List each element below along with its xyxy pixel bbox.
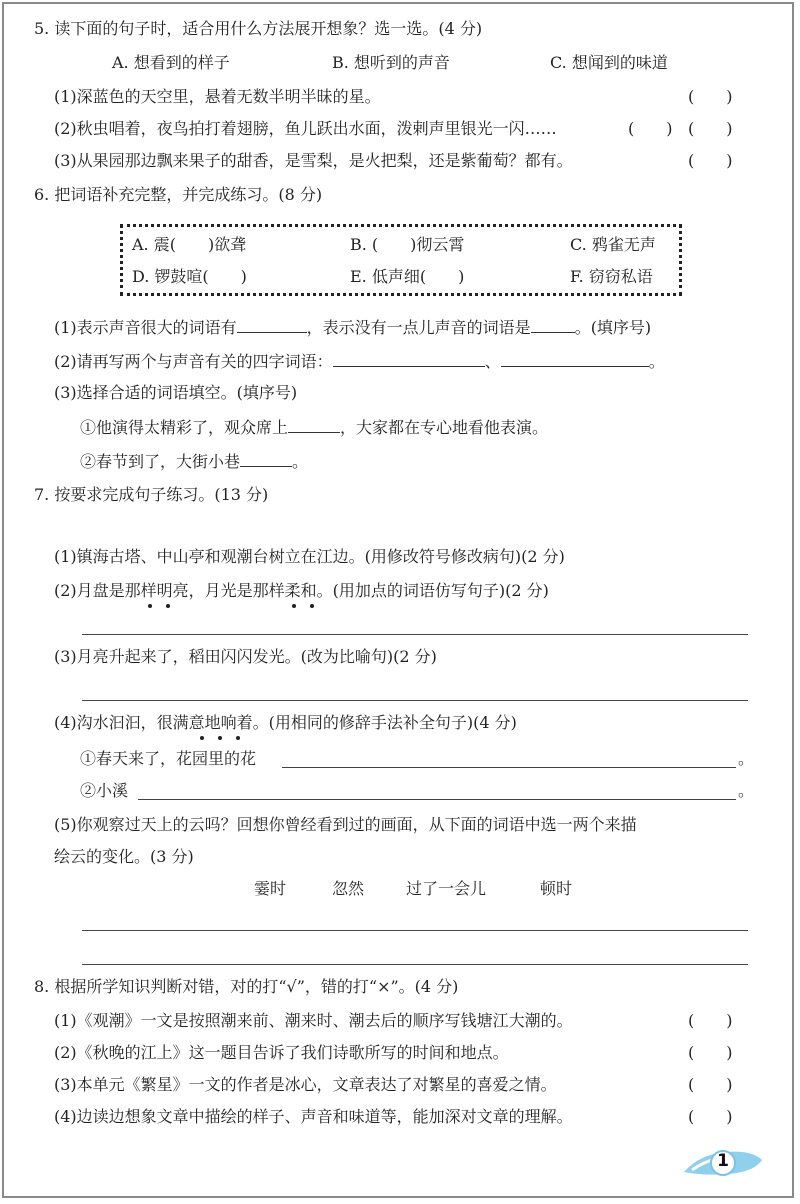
- q7-sentence-5-line2: 绘云的变化。(3 分): [54, 847, 194, 866]
- q8-item-3: (3)本单元《繁星》一文的作者是冰心，文章表达了对繁星的喜爱之情。: [54, 1075, 557, 1094]
- word-e: E. 低声细( ): [350, 267, 465, 286]
- q5-item-2: (2)秋虫唱着，夜鸟拍打着翅膀，鱼儿跃出水面，泼剌声里银光一闪……: [54, 119, 557, 138]
- fill-blank[interactable]: [240, 450, 292, 467]
- q6-sub-1: (1)表示声音很大的词语有 ，表示没有一点儿声音的词语是 。(填序号): [54, 318, 652, 337]
- answer-line[interactable]: [82, 700, 748, 701]
- answer-paren[interactable]: ( ): [688, 87, 733, 106]
- word-b: B. ( )彻云霄: [350, 235, 465, 254]
- q7-sentence-5-line1: (5)你观察过天上的云吗？回想你曾经看到过的画面，从下面的词语中选一两个来描: [54, 815, 637, 834]
- q7-sentence-2: (2)月盘是那样明亮，月光是那样柔和。(用加点的词语仿写句子)(2 分): [54, 581, 549, 600]
- answer-line[interactable]: [282, 767, 736, 768]
- emphasis-dot: [166, 604, 170, 608]
- q6-sub-2: (2)请再写两个与声音有关的四字词语： 、 。: [54, 352, 665, 371]
- q5-option-b: B. 想听到的声音: [332, 53, 450, 72]
- word-d: D. 锣鼓喧( ): [132, 267, 247, 286]
- fill-blank[interactable]: [531, 316, 575, 333]
- emphasis-dot: [292, 604, 296, 608]
- answer-paren[interactable]: ( ): [688, 119, 733, 138]
- answer-line[interactable]: [82, 930, 748, 931]
- answer-line[interactable]: [82, 964, 748, 965]
- q6-sub-3-1: ①他演得太精彩了，观众席上 ，大家都在专心地看他表演。: [80, 418, 549, 437]
- q7-sentence-3: (3)月亮升起来了，稻田闪闪发光。(改为比喻句)(2 分): [54, 647, 437, 666]
- answer-line[interactable]: [82, 634, 748, 635]
- emphasis-dot: [218, 736, 222, 740]
- fill-blank[interactable]: [237, 316, 307, 333]
- q5-title: 5. 读下面的句子时，适合用什么方法展开想象？选一选。(4 分): [34, 19, 483, 38]
- answer-paren[interactable]: ( ): [688, 151, 733, 170]
- answer-line[interactable]: [138, 799, 736, 800]
- q8-item-2: (2)《秋晚的江上》这一题目告诉了我们诗歌所写的时间和地点。: [54, 1043, 509, 1062]
- cloud-word: 过了一会儿: [406, 879, 487, 898]
- q7-period: 。: [738, 781, 755, 800]
- word-f: F. 窃窃私语: [570, 267, 653, 286]
- q5-item-3: (3)从果园那边飘来果子的甜香，是雪梨，是火把梨，还是紫葡萄？都有。: [54, 151, 573, 170]
- q8-item-4: (4)边读边想象文章中描绘的样子、声音和味道等，能加深对文章的理解。: [54, 1107, 573, 1126]
- q6-sub-3-2: ②春节到了，大街小巷 。: [80, 452, 309, 471]
- answer-paren[interactable]: ( ): [688, 1107, 733, 1126]
- q5-option-c: C. 想闻到的味道: [550, 53, 668, 72]
- fill-blank[interactable]: [288, 416, 340, 433]
- answer-paren[interactable]: ( ): [628, 119, 673, 138]
- q6-sub-3: (3)选择合适的词语填空。(填序号): [54, 383, 298, 402]
- emphasis-dot: [310, 604, 314, 608]
- answer-paren[interactable]: ( ): [688, 1011, 733, 1030]
- cloud-word: 顿时: [540, 879, 573, 898]
- emphasis-dot: [148, 604, 152, 608]
- q6-title: 6. 把词语补充完整，并完成练习。(8 分): [34, 185, 323, 204]
- answer-paren[interactable]: ( ): [688, 1075, 733, 1094]
- cloud-word: 霎时: [254, 879, 287, 898]
- cloud-word: 忽然: [332, 879, 365, 898]
- q8-item-1: (1)《观潮》一文是按照潮来前、潮来时、潮去后的顺序写钱塘江大潮的。: [54, 1011, 573, 1030]
- emphasis-dot: [236, 736, 240, 740]
- emphasis-dot: [200, 736, 204, 740]
- q5-option-a: A. 想看到的样子: [112, 53, 230, 72]
- q7-sentence-4-2: ②小溪: [80, 781, 129, 800]
- q5-item-1: (1)深蓝色的天空里，悬着无数半明半昧的星。: [54, 87, 381, 106]
- q7-sentence-4: (4)沟水汩汩，很满意地响着。(用相同的修辞手法补全句子)(4 分): [54, 713, 517, 732]
- page-number: 1: [717, 1151, 729, 1171]
- q8-title: 8. 根据所学知识判断对错，对的打“√”，错的打“×”。(4 分): [34, 977, 459, 996]
- q7-sentence-1: (1)镇海古塔、中山亭和观潮台树立在江边。(用修改符号修改病句)(2 分): [54, 547, 565, 566]
- q7-title: 7. 按要求完成句子练习。(13 分): [34, 485, 269, 504]
- answer-paren[interactable]: ( ): [688, 1043, 733, 1062]
- q7-sentence-4-1: ①春天来了，花园里的花: [80, 749, 257, 768]
- word-c: C. 鸦雀无声: [570, 235, 656, 254]
- fill-blank[interactable]: [501, 350, 649, 367]
- word-a: A. 震( )欲聋: [132, 235, 247, 254]
- fill-blank[interactable]: [333, 350, 485, 367]
- q7-period: 。: [738, 749, 755, 768]
